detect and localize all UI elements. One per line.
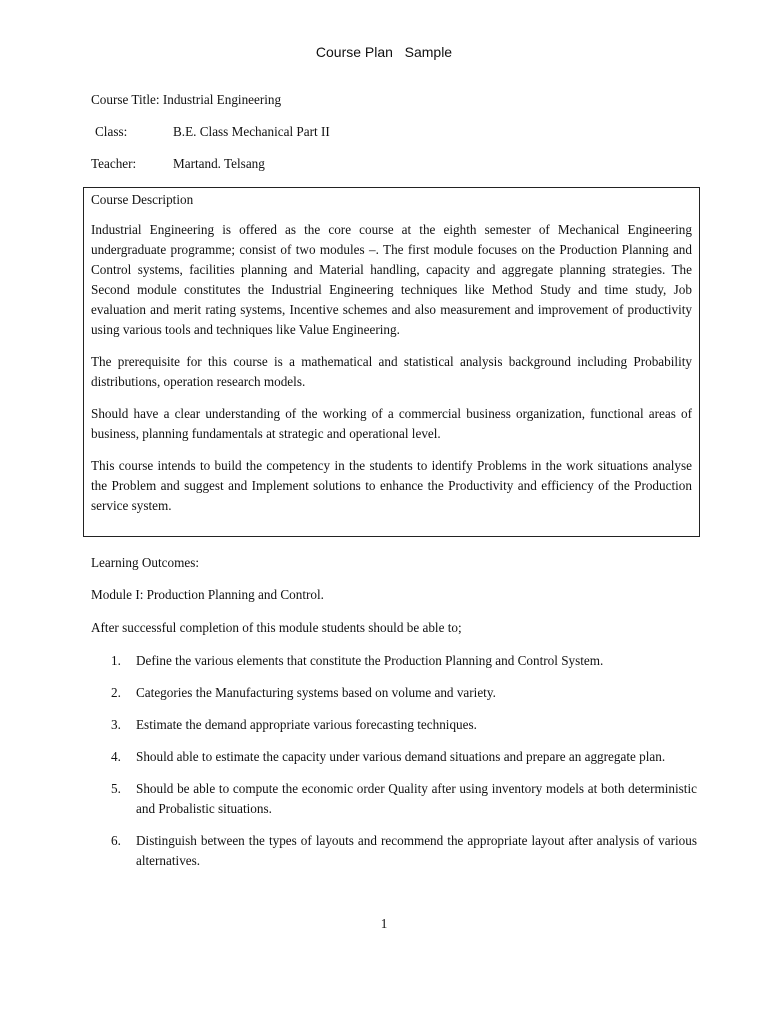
course-description-heading: Course Description (91, 192, 194, 207)
module-intro: After successful completion of this module students should be able to; (91, 620, 462, 635)
learning-outcomes-heading: Learning Outcomes: (91, 555, 200, 570)
list-item (91, 651, 697, 671)
course-description-box (83, 187, 700, 537)
list-number: 4. (111, 749, 121, 764)
list-item (91, 779, 697, 819)
list-number: 2. (111, 685, 121, 700)
course-title-value: Industrial Engineering (162, 92, 282, 107)
list-text: Define the various elements that constitute the Production Planning and Control System. (136, 653, 604, 668)
class-label: Class: (95, 124, 128, 139)
list-item (91, 715, 697, 735)
page-title: Course Plan Sample (315, 44, 453, 60)
course-title-label: Course Title: (91, 92, 160, 107)
description-paragraph: Should have a clear understanding of the working of a commercial business organization, functional areas of business, planning fundamentals at strategic and operational level. (91, 406, 692, 441)
list-text: Categories the Manufacturing systems based on volume and variety. (136, 685, 496, 700)
outcomes-list (91, 651, 697, 883)
module-heading: Module I: Production Planning and Control. (91, 587, 324, 602)
list-item (91, 747, 697, 767)
teacher-label: Teacher: (91, 156, 137, 171)
teacher-value: Martand. Telsang (173, 156, 265, 171)
description-paragraph: Industrial Engineering is offered as the core course at the eighth semester of Mechanical Engineering undergraduate programme; consist of two modules –. The first module focuses on the Production Planning and Control systems, facilities planning and Material handling, capacity and aggregate planning strategies. The Second module constitutes the Industrial Engineering techniques like Method Study and time study, Job evaluation and merit rating systems, Incentive schemes and also measurement and improvement of productivity using various tools and techniques like Value Engineering. (91, 222, 692, 337)
list-item (91, 831, 697, 871)
list-text: Should able to estimate the capacity under various demand situations and prepare an aggregate plan. (136, 749, 666, 764)
teacher-row (91, 154, 265, 174)
class-value: B.E. Class Mechanical Part II (173, 124, 330, 139)
description-paragraph: The prerequisite for this course is a mathematical and statistical analysis background including Probability distributions, operation research models. (91, 354, 692, 389)
list-text: Should be able to compute the economic order Quality after using inventory models at both deterministic and Probalistic situations. (136, 781, 697, 816)
list-number: 1. (111, 653, 121, 668)
list-item (91, 683, 697, 703)
course-title-row (91, 90, 281, 110)
list-text: Distinguish between the types of layouts and recommend the appropriate layout after analysis of various alternatives. (136, 833, 697, 868)
list-number: 6. (111, 833, 121, 848)
class-row (91, 122, 330, 142)
list-number: 5. (111, 781, 121, 796)
list-text: Estimate the demand appropriate various forecasting techniques. (136, 717, 477, 732)
page-number: 1 (380, 916, 388, 931)
description-paragraph: This course intends to build the competency in the students to identify Problems in the work situations analyse the Problem and suggest and Implement solutions to enhance the Productivity and efficiency of the Production service system. (91, 458, 692, 513)
list-number: 3. (111, 717, 121, 732)
